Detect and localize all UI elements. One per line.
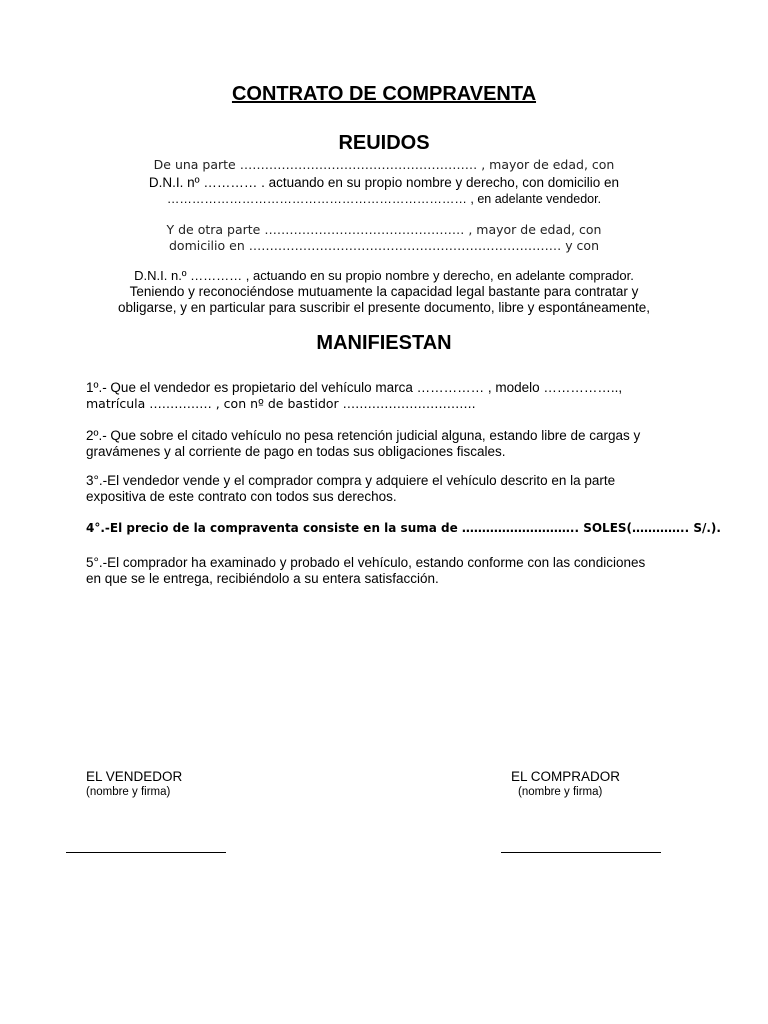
clause-2	[86, 428, 686, 460]
buyer-label: EL COMPRADOR	[511, 769, 621, 784]
clause-1	[86, 380, 686, 412]
reunidos-line: De una parte ………………………………………………… , mayor de edad, con	[153, 157, 615, 172]
buyer-sublabel: (nombre y firma)	[518, 786, 603, 798]
clause-4: 4°.-El precio de la compraventa consiste en la suma de ……………………….. SOLES(………….. S/.).	[86, 521, 721, 535]
clause-line: expositiva de este contrato con todos sus derechos.	[86, 489, 397, 504]
reunidos-line: ……………………………………………………………… , en adelante vendedor.	[166, 192, 602, 206]
clause-line: gravámenes y al corriente de pago en todas sus obligaciones fiscales.	[86, 444, 506, 459]
clause-line: matrícula …………… , con nº de bastidor …………………………..	[86, 396, 476, 411]
reunidos-line: D.N.I. n.º ………… , actuando en su propio nombre y derecho, en adelante comprador.	[134, 268, 634, 283]
clause-line: 5°.-El comprador ha examinado y probado el vehículo, estando conforme con las condiciones	[86, 555, 646, 570]
clause-line: 1º.- Que el vendedor es propietario del vehículo marca …………… , modelo ……………..,	[86, 380, 623, 395]
clause-line: 3°.-El vendedor vende y el comprador compra y adquiere el vehículo descrito en la parte	[86, 473, 616, 488]
seller-label: EL VENDEDOR	[86, 769, 183, 784]
document-title: CONTRATO DE COMPRAVENTA	[231, 83, 537, 105]
reunidos-heading: REUIDOS	[338, 132, 430, 154]
clause-3	[86, 473, 686, 505]
seller-sublabel: (nombre y firma)	[86, 786, 171, 798]
reunidos-line: Y de otra parte ………………………………………… , mayor de edad, con	[166, 222, 602, 237]
clause-line: en que se le entrega, recibiéndolo a su entera satisfacción.	[86, 571, 439, 586]
reunidos-line: domicilio en ………………………………………………………………… y con	[168, 238, 600, 253]
reunidos-line: Teniendo y reconociéndose mutuamente la capacidad legal bastante para contratar y	[129, 284, 639, 299]
clause-line: 2º.- Que sobre el citado vehículo no pesa retención judicial alguna, estando libre de cargas y	[86, 428, 641, 443]
seller-signature-line	[66, 852, 226, 853]
buyer-signature-line	[501, 852, 661, 853]
clause-5	[86, 555, 686, 587]
reunidos-line: obligarse, y en particular para suscribir el presente documento, libre y espontáneamente,	[117, 300, 651, 315]
reunidos-line: D.N.I. nº ………… . actuando en su propio nombre y derecho, con domicilio en	[148, 175, 620, 190]
manifiestan-heading: MANIFIESTAN	[316, 332, 452, 354]
